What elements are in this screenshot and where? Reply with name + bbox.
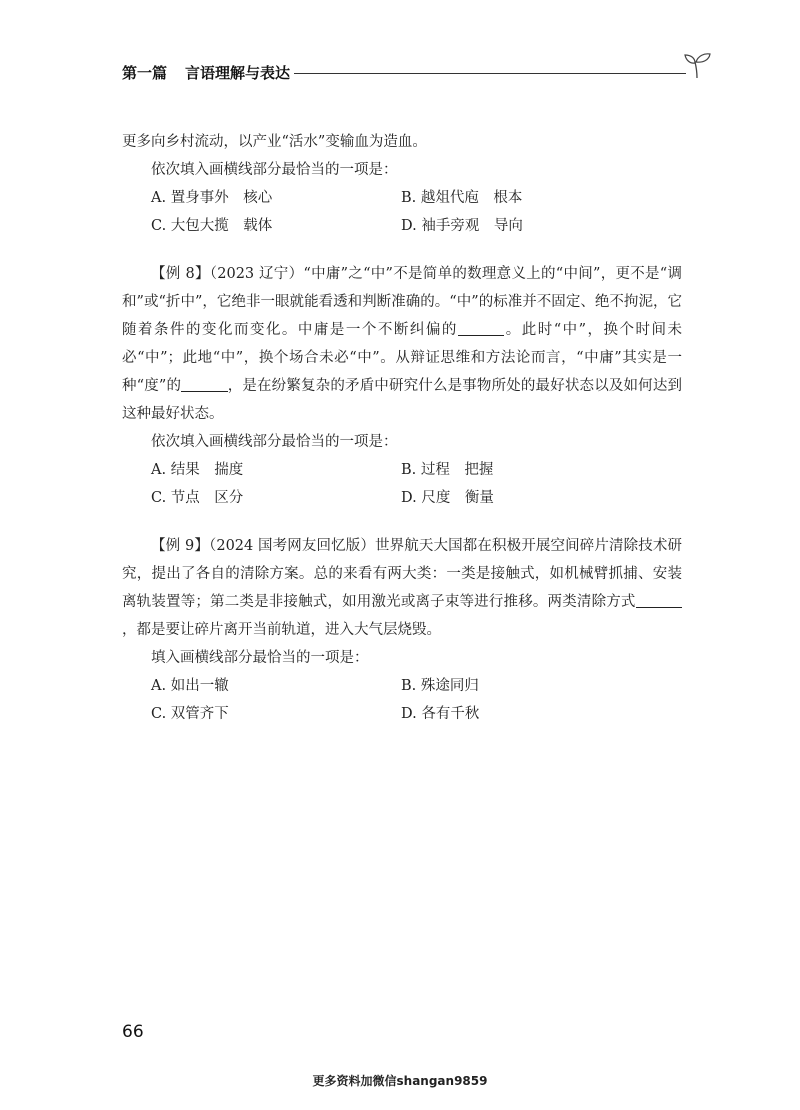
header-rule [294,73,686,74]
header-part: 第一篇 [122,64,168,82]
example-8-text [122,260,682,428]
example-8-tag: 【例 8】 [151,266,210,282]
blank-line [458,321,504,337]
option-c: C. 节点 区分 [151,490,244,506]
example-9-text [122,532,682,644]
option-b: B. 殊途同归 [401,678,479,694]
question-prompt: 依次填入画横线部分最恰当的一项是： [151,162,398,178]
option-d: D. 各有千秋 [401,706,480,722]
option-a: A. 结果 揣度 [151,462,244,478]
watermark-text: 更多资料加微信shangan9859 [312,1074,488,1088]
header-title [122,62,290,83]
option-a: A. 置身事外 核心 [151,190,273,206]
option-d: D. 尺度 衡量 [401,490,494,506]
option-d: D. 袖手旁观 导向 [401,218,523,234]
option-b: B. 越俎代庖 根本 [401,190,523,206]
options-grid [122,672,682,728]
example-8-text-3: ，是在纷繁复杂的矛盾中研究什么是事物所处的最好状态以及如何达到这种最好状态。 [122,378,683,422]
sprout-icon [682,50,712,80]
blank-line [181,377,227,393]
example-8-text-2: 。此时“中”，换个时间未必“中”；此地“中”，换个场合未必“中”。从辩证思维和方法论而言，“中庸”其实是一种“度”的 [122,322,682,394]
page-content [122,128,682,728]
header-section: 言语理解与表达 [185,64,291,82]
options-grid [122,184,682,240]
question-prompt: 填入画横线部分最恰当的一项是： [151,650,369,666]
example-9-text-1: 世界航天大国都在积极开展空间碎片清除技术研究，提出了各自的清除方案。总的来看有两大类：一类是接触式，如机械臂抓捕、安装离轨装置等；第二类是非接触式，如用激光或离子束等进行推移。两类清除方式 [122,538,682,610]
example-9-tag: 【例 9】 [151,538,209,554]
page-header [122,56,702,86]
example-8-text-1: “中庸”之“中”不是简单的数理意义上的“中间”，更不是“调和”或“折中”，它绝非一眼就能看透和判断准确的。“中”的标准并不固定、绝不拘泥，它随着条件的变化而变化。中庸是一个不断纠偏的 [122,266,682,338]
option-a: A. 如出一辙 [151,678,229,694]
example-8-source: （2023 辽宁） [209,266,304,282]
paragraph-continuation: 更多向乡村流动，以产业“活水”变输血为造血。 [122,134,427,150]
page-number: 66 [122,1022,144,1042]
option-b: B. 过程 把握 [401,462,494,478]
option-c: C. 大包大揽 载体 [151,218,273,234]
example-9-source: （2024 国考网友回忆版） [208,538,375,554]
option-c: C. 双管齐下 [151,706,229,722]
question-prompt: 依次填入画横线部分最恰当的一项是： [151,434,398,450]
example-9-text-2: ，都是要让碎片离开当前轨道，进入大气层烧毁。 [122,622,441,638]
blank-line [636,593,682,609]
options-grid [122,456,682,512]
